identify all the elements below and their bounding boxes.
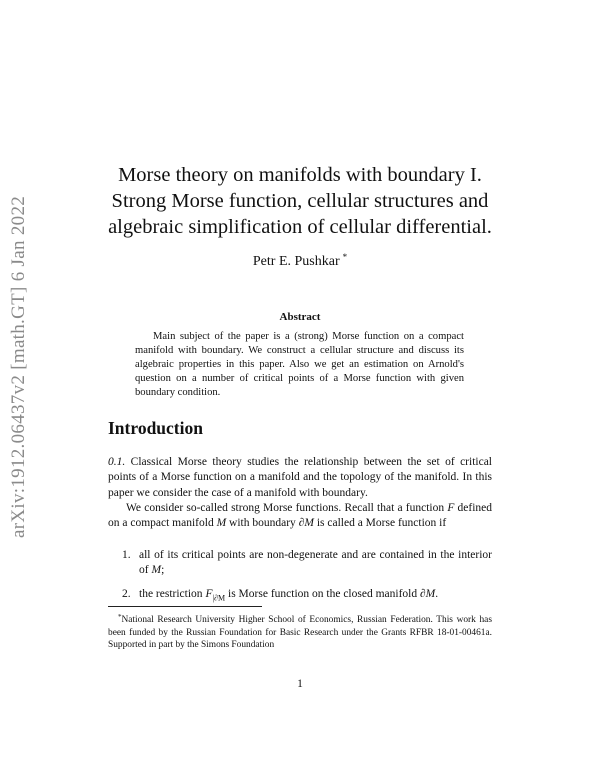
- item2-text-b: is Morse function on the closed manifold: [228, 588, 418, 600]
- math-boundary-M: ∂M: [419, 588, 436, 600]
- intro-paragraph-1-text: Classical Morse theory studies the relationship between the set of critical points of a Morse function on a manifold and the topology of the manifold. In this paper we consider the case of a manifold with boundary.: [108, 456, 493, 499]
- math-F: F: [205, 588, 213, 600]
- list-item-number: 2.: [122, 588, 131, 600]
- intro-paragraph-1: [108, 455, 492, 501]
- math-restriction-subscript: |∂M: [212, 593, 226, 603]
- list-item: [122, 548, 492, 579]
- title-line-3: algebraic simplification of cellular differential.: [108, 216, 492, 238]
- math-M: M: [216, 517, 227, 530]
- footnote-rule: [108, 606, 262, 607]
- math-M: M: [151, 564, 162, 577]
- title-line-1: Morse theory on manifolds with boundary I.: [118, 164, 482, 186]
- title-line-2: Strong Morse function, cellular structures and: [111, 190, 489, 212]
- item2-text-c: .: [435, 588, 439, 600]
- item2-text-a: the restriction: [139, 588, 203, 600]
- p2-text-b: defined on a compact manifold: [108, 502, 493, 530]
- p2-text-a: We consider so-called strong Morse functions. Recall that a function: [126, 502, 445, 514]
- list-item: [122, 587, 492, 606]
- list-item-number: 1.: [122, 549, 131, 561]
- math-F: F: [447, 502, 455, 514]
- footnote-mark: *: [118, 613, 122, 621]
- author-line: [0, 252, 600, 270]
- section-heading-introduction: Introduction: [108, 418, 203, 438]
- page-number: 1: [297, 678, 303, 690]
- p2-text-c: with boundary: [229, 517, 296, 530]
- intro-paragraph-2: [108, 501, 492, 532]
- abstract-body: Main subject of the paper is a (strong) Morse function on a compact manifold with boundary. We construct a cellular structure and discuss its algebraic properties in this paper. Also we get an estimation on Arnold's question on a number of critical points of a Morse function with given boundary condition.: [135, 331, 464, 398]
- footnote-text: National Research University Higher School of Economics, Russian Federation. This work has been funded by the Russian Foundation for Basic Research under the Grants RFBR 18-01-00461a. Supported in part by the Simons Foundation: [108, 615, 492, 651]
- paper-title: [90, 162, 510, 240]
- item1-text-a: all of its critical points are non-degenerate and are contained in the interior of: [139, 549, 492, 577]
- author-name: Petr E. Pushkar: [252, 254, 340, 269]
- footnote: [108, 611, 492, 652]
- abstract-heading: Abstract: [279, 311, 321, 323]
- list-item-text: [139, 548, 492, 579]
- arxiv-identifier-stamp: arXiv:1912.06437v2 [math.GT] 6 Jan 2022: [8, 195, 29, 538]
- math-boundary-M: ∂M: [298, 517, 314, 530]
- item1-text-b: ;: [161, 564, 165, 577]
- author-footnote-mark: *: [342, 252, 348, 262]
- paragraph-label: 0.1.: [108, 456, 126, 468]
- list-item-text: [139, 587, 492, 606]
- p2-text-d: is called a Morse function if: [316, 517, 447, 530]
